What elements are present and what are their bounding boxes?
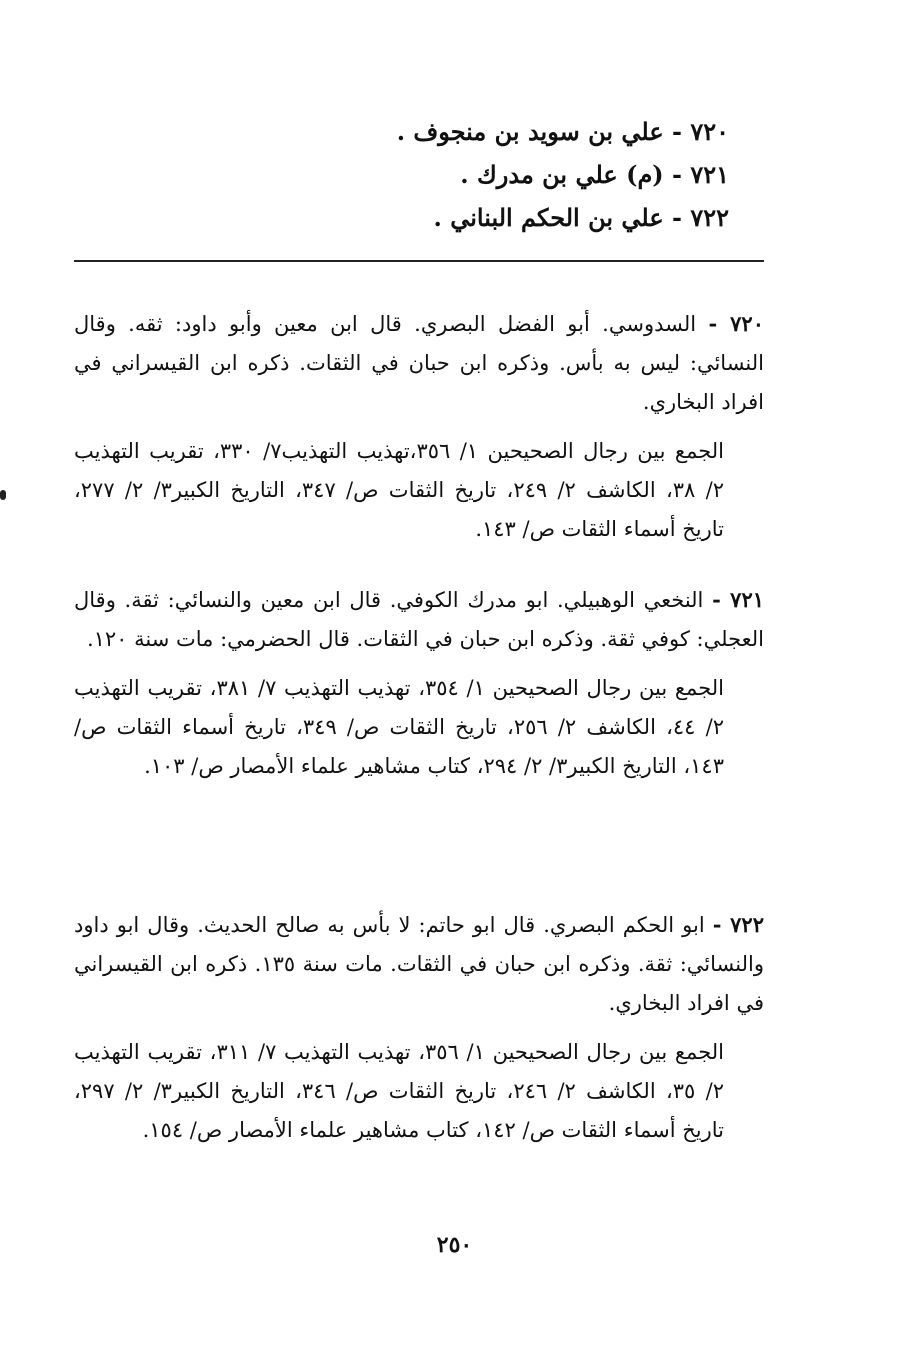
- footnote-entry: [74, 304, 764, 549]
- entry-number: ٧٢١ -: [712, 587, 765, 612]
- entry-references: الجمع بين رجال الصحيحين ١/ ٣٥٦،تهذيب التهذيب٧/ ٣٣٠، تقريب التهذيب ٢/ ٣٨، الكاشف ٢/ ٢٤٩، تاريخ الثقات ص/ ٣٤٧، التاريخ الكبير٣/ ٢/ ٢٧٧، تاريخ أسماء الثقات ص/ ١٤٣.: [74, 439, 724, 541]
- scan-edge-mark: [0, 490, 6, 500]
- entry-bio-text: ابو الحكم البصري. قال ابو حاتم: لا بأس به صالح الحديث. وقال ابو داود والنسائي: ثقة. وذكره ابن حبان في الثقات. مات سنة ١٣٥. ذكره ابن القيسراني في افراد البخاري.: [74, 913, 764, 1015]
- entry-number: ٧٢٢ -: [712, 912, 764, 937]
- page-number: ٢٥٠: [436, 1232, 473, 1258]
- entry-number: ٧٢٠ -: [708, 311, 764, 336]
- entry-references: الجمع بين رجال الصحيحين ١/ ٣٥٦، تهذيب التهذيب ٧/ ٣١١، تقريب التهذيب ٢/ ٣٥، الكاشف ٢/ ٢٤٦، تاريخ الثقات ص/ ٣٤٦، التاريخ الكبير٣/ ٢/ ٢٩٧، تاريخ أسماء الثقات ص/ ١٤٢، كتاب مشاهير علماء الأمصار ص/ ١٥٤.: [74, 1040, 724, 1142]
- footnote-divider: [74, 260, 764, 262]
- entry-biography: [74, 580, 764, 659]
- footnote-entry: [74, 905, 764, 1150]
- narrator-list-item: ٧٢٢ - علي بن الحكم البناني .: [433, 203, 729, 232]
- narrator-list: [169, 110, 729, 239]
- footnote-entry: [74, 580, 764, 786]
- entry-biography: [74, 304, 764, 422]
- entry-bio-text: السدوسي. أبو الفضل البصري. قال ابن معين وأبو داود: ثقه. وقال النسائي: ليس به بأس. وذكره ابن حبان في الثقات. ذكره ابن القيسراني في افراد البخاري.: [74, 312, 764, 414]
- entry-biography: [74, 905, 764, 1023]
- entry-references: الجمع بين رجال الصحيحين ١/ ٣٥٤، تهذيب التهذيب ٧/ ٣٨١، تقريب التهذيب ٢/ ٤٤، الكاشف ٢/ ٢٥٦، تاريخ الثقات ص/ ٣٤٩، تاريخ أسماء الثقات ص/ ١٤٣، التاريخ الكبير٣/ ٢/ ٢٩٤، كتاب مشاهير علماء الأمصار ص/ ١٠٣.: [74, 676, 724, 778]
- narrator-list-item: ٧٢٠ - علي بن سويد بن منجوف .: [396, 117, 729, 146]
- entry-bio-text: النخعي الوهبيلي. ابو مدرك الكوفي. قال ابن معين والنسائي: ثقة. وقال العجلي: كوفي ثقة. وذكره ابن حبان في الثقات. قال الحضرمي: مات سنة ١٢٠.: [74, 588, 764, 651]
- narrator-list-item: ٧٢١ - (م) علي بن مدرك .: [460, 160, 729, 189]
